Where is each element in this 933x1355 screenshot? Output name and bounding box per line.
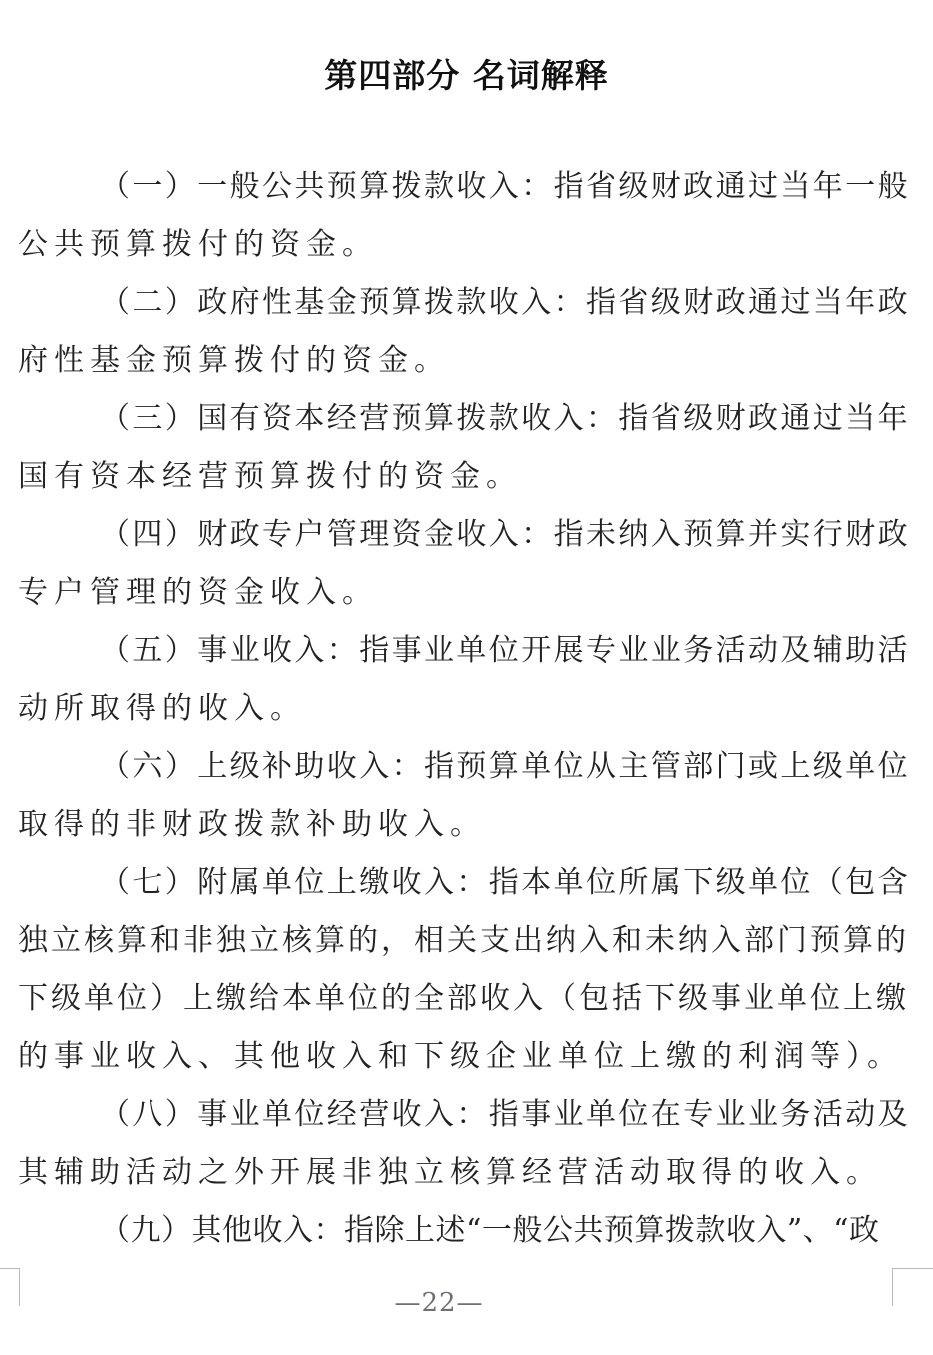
text-line: 下级单位）上缴给本单位的全部收入（包括下级事业单位上缴 [18, 981, 909, 1016]
text-line: 取得的非财政拨款补助收入。 [18, 807, 486, 842]
paragraph-4 [18, 506, 913, 622]
paragraph-2 [18, 274, 913, 390]
text-line: 府性基金预算拨付的资金。 [18, 343, 450, 378]
text-line: （一）一般公共预算拨款收入：指省级财政通过当年一般 [100, 169, 910, 204]
text-line: 公共预算拨付的资金。 [18, 227, 378, 262]
text-line: （四）财政专户管理资金收入：指未纳入预算并实行财政 [100, 517, 910, 552]
text-line: （七）附属单位上缴收入：指本单位所属下级单位（包含 [100, 865, 910, 900]
page-footer [0, 1288, 878, 1318]
paragraph-7 [18, 854, 913, 1086]
page-number: —22— [394, 1288, 484, 1318]
text-line: （三）国有资本经营预算拨款收入：指省级财政通过当年 [100, 401, 910, 436]
paragraph-6 [18, 738, 913, 854]
paragraph-3 [18, 390, 913, 506]
text-line: 其辅助活动之外开展非独立核算经营活动取得的收入。 [18, 1155, 882, 1190]
text-line: 专户管理的资金收入。 [18, 575, 378, 610]
text-line: （五）事业收入：指事业单位开展专业业务活动及辅助活 [100, 633, 910, 668]
paragraph-8 [18, 1086, 913, 1202]
text-line: （九）其他收入：指除上述“一般公共预算拨款收入”、“政 [100, 1213, 880, 1248]
text-line: 的事业收入、其他收入和下级企业单位上缴的利润等）。 [18, 1039, 903, 1074]
text-line: 动所取得的收入。 [18, 691, 306, 726]
page-title: 第四部分 名词解释 [324, 56, 609, 95]
text-line: 独立核算和非独立核算的，相关支出纳入和未纳入部门预算的 [18, 923, 909, 958]
paragraph-5 [18, 622, 913, 738]
text-line: （二）政府性基金预算拨款收入：指省级财政通过当年政 [100, 285, 910, 320]
text-line: 国有资本经营预算拨付的资金。 [18, 459, 522, 494]
document-body [18, 158, 913, 1260]
text-line: （六）上级补助收入：指预算单位从主管部门或上级单位 [100, 749, 910, 784]
text-line: （八）事业单位经营收入：指事业单位在专业业务活动及 [100, 1097, 910, 1132]
paragraph-9 [18, 1202, 913, 1260]
paragraph-1 [18, 158, 913, 274]
crop-mark-bottom-right [892, 1268, 933, 1306]
